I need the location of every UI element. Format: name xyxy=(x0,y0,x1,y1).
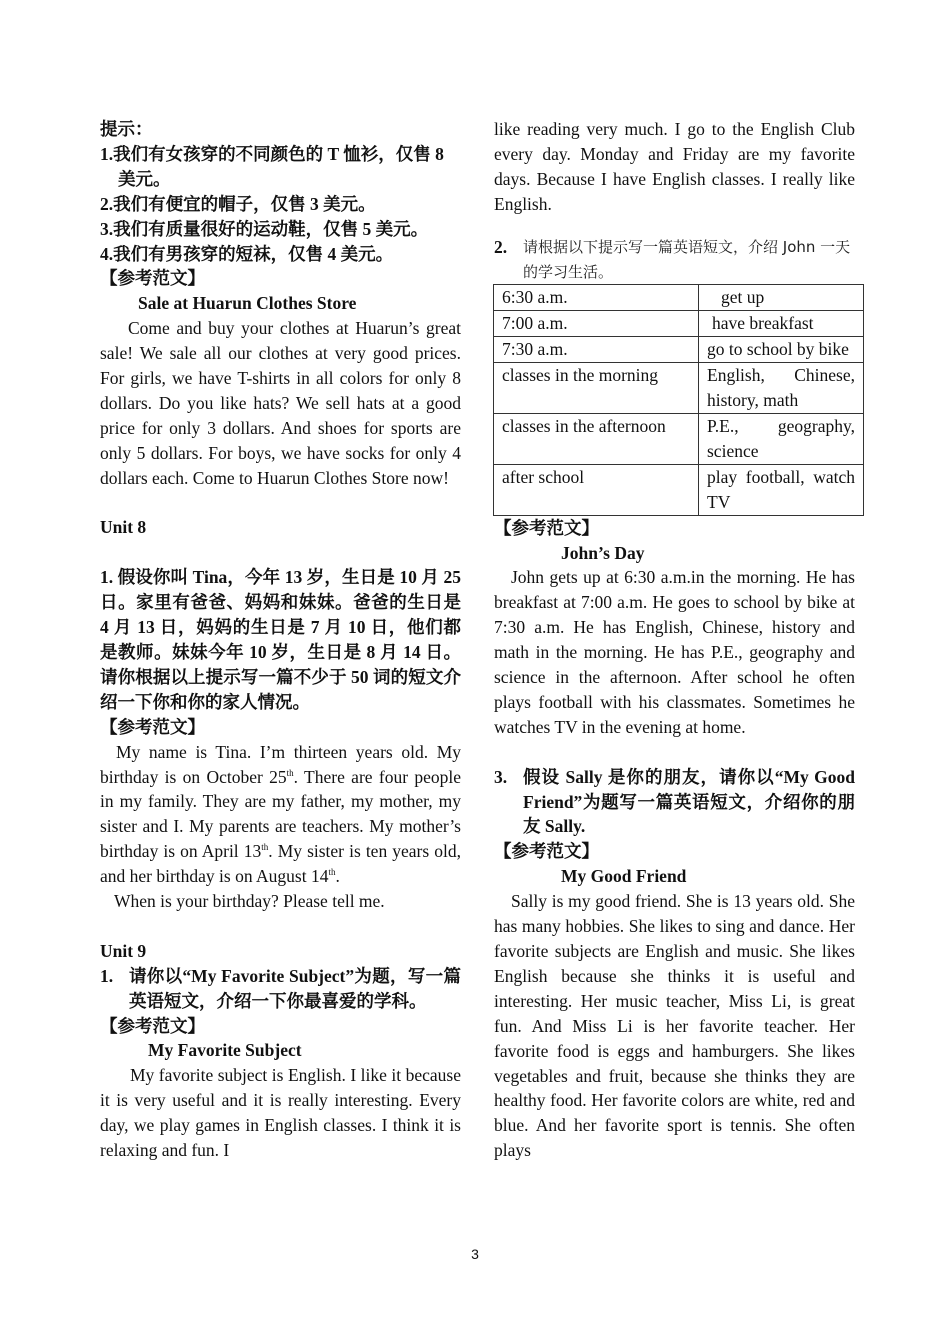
unit-heading: Unit 8 xyxy=(100,517,147,538)
essay-title: Sale at Huarun Clothes Store xyxy=(138,293,357,314)
hint-item: 4.我们有男孩穿的短袜，仅售 4 美元。 xyxy=(100,243,394,264)
essay-title: John’s Day xyxy=(561,542,645,563)
reference-label: 【参考范文】 xyxy=(494,841,599,862)
hint-item: 1.我们有女孩穿的不同颜色的 T 恤衫，仅售 8 美元。 xyxy=(100,143,444,189)
table-row: 7:00 a.m. have breakfast xyxy=(494,311,864,337)
task-prompt: 1. 请你以“My Favorite Subject”为题，写一篇英语短文，介绍一下你最喜爱的学科。 xyxy=(100,965,461,1011)
table-row: after school play football, watch TV xyxy=(494,464,864,515)
task-prompt: 3. 假设 Sally 是你的朋友，请你以“My Good Friend”为题写一篇英语短文，介绍你的朋友 Sally. xyxy=(494,766,855,837)
reference-label: 【参考范文】 xyxy=(494,517,599,538)
table-row: 6:30 a.m. get up xyxy=(494,285,864,311)
task-prompt: 1. 假设你叫 Tina，今年 13 岁，生日是 10 月 25 日。家里有爸爸、妈妈和妹妹。爸爸的生日是 4 月 13 日，妈妈的生日是 7 月 10 日，他们都是教师。妹妹今年 10 岁，生日是 8 月 14 日。请你根据以上提示写一篇不少于 50 词的短文介绍一下你和你的家人情况。 xyxy=(100,567,461,712)
schedule-table xyxy=(493,284,864,515)
page-number: 3 xyxy=(471,1246,479,1262)
left-column xyxy=(100,117,461,1163)
reference-label: 【参考范文】 xyxy=(100,716,205,737)
essay-title: My Favorite Subject xyxy=(148,1040,302,1061)
essay-paragraph: My name is Tina. I’m thirteen years old. My birthday is on October 25th. There are four people in my family. They are my father, my mother, my sister and I. My parents are teachers. My mother’s birthday is on April 13th. My sister is ten years old, and her birthday is on August 14th. xyxy=(100,741,461,887)
essay-paragraph: like reading very much. I go to the English Club every day. Monday and Friday are my favorite days. Because I have English classes. I really like English. xyxy=(494,119,855,214)
reference-label: 【参考范文】 xyxy=(100,268,205,289)
essay-paragraph: Sally is my good friend. She is 13 years old. She has many hobbies. She likes to sing and dance. Her favorite subjects are English and music. She likes English because she thinks it is useful and interesting. Her music teacher, Miss Li, is great fun. And Miss Li is her favorite teacher. Her favorite food is eggs and hamburgers. She likes vegetables and fruit, because she thinks they are healthy food. Her favorite colors are white, red and blue. And her favorite sport is tennis. She often plays xyxy=(494,891,855,1161)
hint-item: 3.我们有质量很好的运动鞋，仅售 5 美元。 xyxy=(100,218,429,239)
essay-title: My Good Friend xyxy=(561,866,687,887)
unit-heading: Unit 9 xyxy=(100,940,147,961)
table-row: 7:30 a.m. go to school by bike xyxy=(494,337,864,363)
essay-paragraph: Come and buy your clothes at Huarun’s great sale! We sale all our clothes at very good prices. For girls, we have T-shirts in all colors for only 8 dollars. Do you like hats? We sell hats at a good price for only 3 dollars. And shoes for sports are only 5 dollars. For boys, we have socks for only 4 dollars each. Come to Huarun Clothes Store now! xyxy=(100,318,461,488)
essay-paragraph: When is your birthday? Please tell me. xyxy=(114,891,385,912)
essay-paragraph: My favorite subject is English. I like it because it is very useful and it is really interesting. Every day, we play games in English classes. I think it is relaxing and fun. I xyxy=(100,1065,461,1161)
reference-label: 【参考范文】 xyxy=(100,1015,205,1036)
table-row: classes in the afternoon P.E., geography, science xyxy=(494,413,864,464)
table-row: classes in the morning English, Chinese, history, math xyxy=(494,363,864,414)
essay-paragraph: John gets up at 6:30 a.m.in the morning. He has breakfast at 7:00 a.m. He goes to school by bike at 7:30 a.m. He has English, Chinese, history and math in the morning. He has P.E., geography and science in the afternoon. After school he often plays football with his classmates. Sometimes he watches TV in the evening at home. xyxy=(494,567,855,737)
hint-item: 2.我们有便宜的帽子，仅售 3 美元。 xyxy=(100,193,376,214)
task-prompt: 2. 请根据以下提示写一篇英语短文，介绍 John 一天的学习生活。 xyxy=(494,236,851,281)
right-column xyxy=(494,117,855,1163)
hint-label: 提示： xyxy=(100,119,153,139)
